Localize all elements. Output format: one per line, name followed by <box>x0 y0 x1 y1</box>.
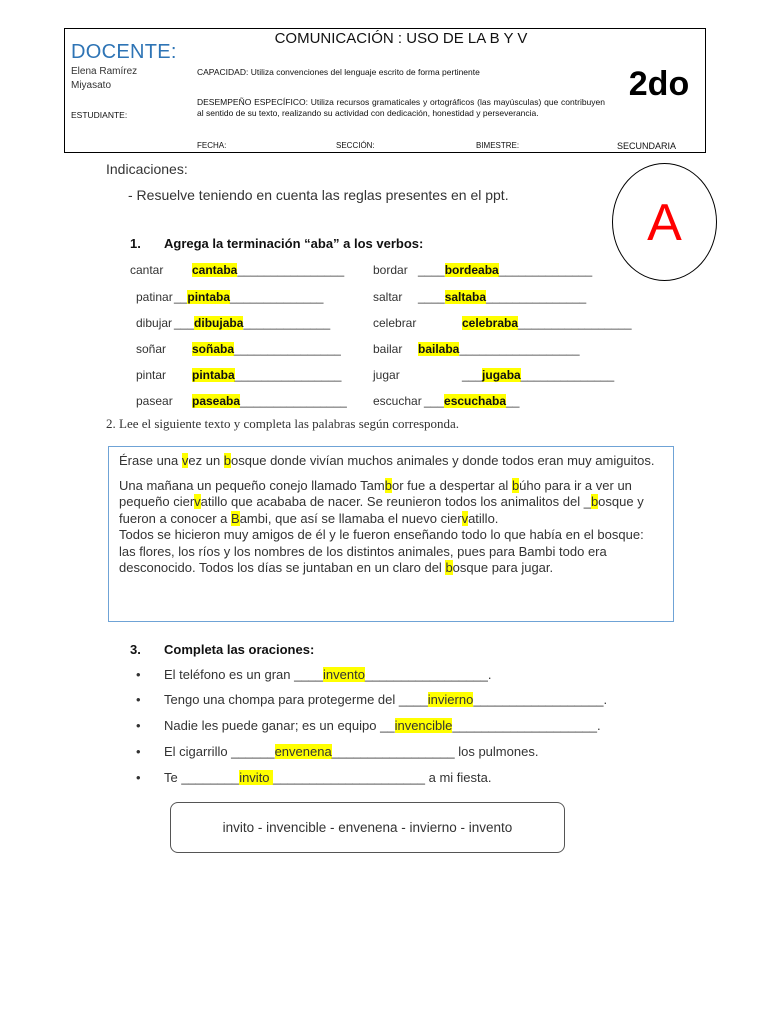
story-text: ambi, que así se llamaba el nuevo cier <box>239 510 462 526</box>
story-text: Una mañana un pequeño conejo llamado Tam <box>119 477 385 493</box>
sentence-3 <box>136 744 538 759</box>
verb-answer-left-3 <box>192 342 341 356</box>
verb-answer-right-4 <box>462 368 614 382</box>
story-paragraph-3 <box>119 527 663 577</box>
answer-word: dibujaba <box>194 316 244 330</box>
highlighted-letter: v <box>181 453 189 468</box>
answer-post: __ <box>506 394 520 408</box>
story-text: atillo. <box>468 510 499 526</box>
story-text: Todos se hicieron muy amigos de él y le fueron enseñando todo lo que había en el bosque: las flores, los ríos y los nombres de los distintos animales, pues para Bambi todo era desconocido. Todos los días se juntaban en un claro del <box>119 527 644 575</box>
verb-answer-right-5 <box>424 394 519 408</box>
bullet: • <box>136 770 141 785</box>
instructions-item: - Resuelve teniendo en cuenta las reglas presentes en el ppt. <box>128 187 509 203</box>
answer-post: ________________ <box>234 342 341 356</box>
sentence-pre: Nadie les puede ganar; es un equipo __ <box>164 718 395 733</box>
docente-name-2: Miyasato <box>71 80 112 91</box>
docente-title: DOCENTE: <box>71 41 177 63</box>
sentence-post: ____________________. <box>452 718 601 733</box>
instructions-title: Indicaciones: <box>106 161 188 177</box>
sentence-1 <box>136 692 607 707</box>
highlighted-letter: v <box>461 510 469 526</box>
desempeno-cell <box>191 96 611 140</box>
question-3-number: 3. <box>130 642 141 657</box>
desempeno-text: Utiliza recursos gramaticales y ortográficos (las mayúsculas) que contribuyen al sentido de su texto, realizando su actividad con dedicación, honestidad y perseverancia. <box>197 97 605 118</box>
docente-cell <box>65 29 191 101</box>
sentence-4 <box>136 770 491 785</box>
answer-post: __________________ <box>459 342 580 356</box>
story-paragraph-1 <box>119 453 663 470</box>
verb-answer-left-4 <box>192 368 341 382</box>
grade-mark: A <box>647 194 682 252</box>
answer-post: ______________ <box>230 290 324 304</box>
story-text: ez un <box>188 453 224 468</box>
bullet: • <box>136 744 141 759</box>
desempeno-label: DESEMPEÑO ESPECÍFICO: <box>197 97 308 107</box>
sentence-0 <box>136 667 491 682</box>
highlighted-letter: b <box>223 453 232 468</box>
bullet: • <box>136 667 141 682</box>
verb-answer-right-3 <box>418 342 580 356</box>
estudiante-label: ESTUDIANTE: <box>71 110 128 120</box>
answer-word: soñaba <box>192 342 235 356</box>
story-text: úho para ir a ver un pequeño cier <box>119 477 632 509</box>
sentence-post: _____________________ a mi fiesta. <box>273 770 492 785</box>
question-3-title <box>130 642 314 657</box>
grade-mark-circle <box>612 163 717 281</box>
verb-right-1: saltar <box>373 290 403 304</box>
capacidad-text: Utiliza convenciones del lenguaje escrito de forma pertinente <box>248 67 480 77</box>
sentence-post: _________________ los pulmones. <box>331 744 539 759</box>
worksheet-title: COMUNICACIÓN : USO DE LA B Y V <box>274 30 528 47</box>
verb-answer-right-2 <box>462 316 632 330</box>
bimestre-label: BIMESTRE: <box>476 141 520 150</box>
bullet: • <box>136 692 141 707</box>
sentence-answer: invito <box>239 770 274 785</box>
sentence-pre: El cigarrillo ______ <box>164 744 275 759</box>
verb-answer-left-0 <box>192 263 344 277</box>
nivel-label: SECUNDARIA <box>617 141 677 151</box>
answer-word: jugaba <box>482 368 521 382</box>
verb-right-0: bordar <box>373 263 408 277</box>
grade-level: 2do <box>628 65 690 103</box>
answer-word: paseaba <box>192 394 241 408</box>
highlighted-letter: b <box>384 477 392 493</box>
question-3-text: Completa las oraciones: <box>164 642 315 657</box>
verb-answer-left-5 <box>192 394 347 408</box>
answer-post: ______________ <box>520 368 615 382</box>
verb-answer-right-1 <box>418 290 586 304</box>
answer-pre: ___ <box>174 316 195 330</box>
answer-post: _____________ <box>243 316 331 330</box>
seccion-label: SECCIÓN: <box>336 141 375 150</box>
header-table <box>64 28 706 153</box>
answer-word: pintaba <box>187 290 231 304</box>
story-text: Érase una <box>119 453 182 468</box>
verb-left-2: dibujar <box>136 316 173 330</box>
capacidad-cell <box>191 51 611 96</box>
verb-left-5: pasear <box>136 394 173 408</box>
answer-pre: ____ <box>418 263 445 277</box>
sentence-post: __________________. <box>473 692 608 707</box>
answer-word: celebraba <box>462 316 519 330</box>
story-text: osque y fueron a conocer a <box>119 494 644 526</box>
answer-word: saltaba <box>444 290 487 304</box>
verb-right-5: escuchar <box>373 394 422 408</box>
verb-left-1: patinar <box>136 290 173 304</box>
answer-word: bordeaba <box>444 263 499 277</box>
verb-right-2: celebrar <box>373 316 417 330</box>
story-text: osque donde vivían muchos animales y donde todos eran muy amiguitos. <box>231 453 655 468</box>
question-1-text: Agrega la terminación “aba” a los verbos: <box>164 236 424 251</box>
answer-pre: __ <box>174 290 188 304</box>
fecha-label: FECHA: <box>197 141 227 150</box>
story-text: osque para jugar. <box>452 560 554 575</box>
answer-post: ______________ <box>498 263 593 277</box>
answer-post: _______________ <box>486 290 587 304</box>
verb-left-4: pintar <box>136 368 167 382</box>
answer-pre: ___ <box>424 394 445 408</box>
sentence-answer: invento <box>323 667 365 682</box>
story-paragraph-2 <box>119 478 663 528</box>
sentence-pre: Te ________ <box>164 770 240 785</box>
sentence-answer: invierno <box>427 692 474 707</box>
answer-pre: ____ <box>418 290 445 304</box>
question-2-title: 2. Lee el siguiente texto y completa las palabras según corresponda. <box>106 416 460 431</box>
verb-answer-left-1 <box>174 290 323 304</box>
highlighted-letter: b <box>511 477 520 493</box>
sentence-pre: Tengo una chompa para protegerme del ____ <box>164 692 428 707</box>
sentence-answer: envenena <box>274 744 332 759</box>
docente-name-1: Elena Ramírez <box>71 66 138 77</box>
verb-left-3: soñar <box>136 342 167 356</box>
sentence-pre: El teléfono es un gran ____ <box>164 667 324 682</box>
verb-answer-left-2 <box>174 316 330 330</box>
answer-post: ________________ <box>237 263 345 277</box>
verb-right-3: bailar <box>373 342 403 356</box>
sentence-2 <box>136 718 601 733</box>
bullet: • <box>136 718 141 733</box>
highlighted-letter: v <box>194 494 201 509</box>
question-1-number: 1. <box>130 236 141 251</box>
answer-post: ________________ <box>234 368 342 382</box>
story-textbox <box>108 446 674 622</box>
story-text: atillo que acababa de nacer. Se reunieron todos los animalitos del _ <box>200 494 591 509</box>
answer-word: escuchaba <box>444 394 507 408</box>
sentence-post: _________________. <box>364 667 492 682</box>
highlighted-letter: B <box>231 510 240 526</box>
answer-word: pintaba <box>192 368 235 382</box>
answer-word: bailaba <box>418 342 460 356</box>
answer-word: cantaba <box>192 263 238 277</box>
verb-answer-right-0 <box>418 263 592 277</box>
highlighted-letter: b <box>590 494 599 509</box>
highlighted-letter: b <box>445 560 453 575</box>
sentence-answer: invencible <box>394 718 453 733</box>
capacidad-label: CAPACIDAD: <box>197 67 249 77</box>
answer-pre: ___ <box>462 368 483 382</box>
word-bank: invito - invencible - envenena - invierno - invento <box>170 802 565 853</box>
question-1-title <box>130 236 423 251</box>
answer-post: _________________ <box>518 316 632 330</box>
verb-right-4: jugar <box>373 368 400 382</box>
story-text: or fue a despertar al <box>391 477 512 493</box>
answer-post: ________________ <box>240 394 347 408</box>
verb-left-0: cantar <box>130 263 164 277</box>
